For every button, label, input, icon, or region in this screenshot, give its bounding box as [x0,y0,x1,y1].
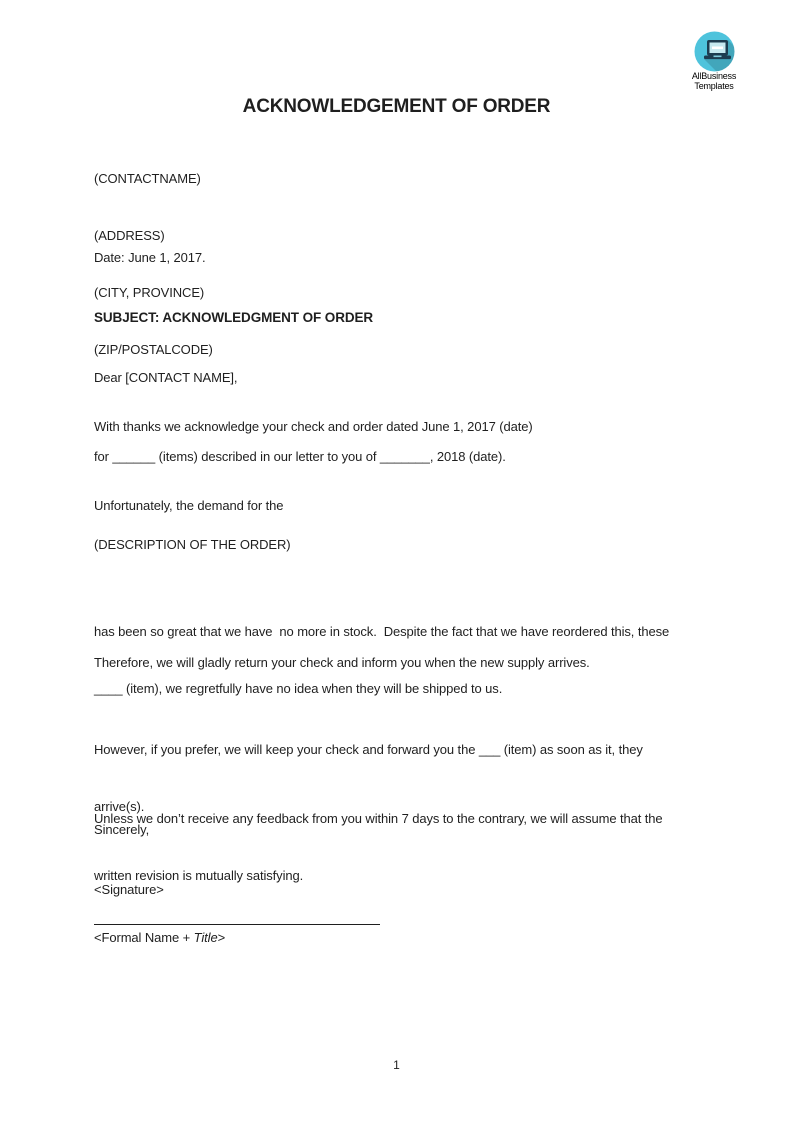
date-line: Date: June 1, 2017. [94,250,206,265]
paragraph-feedback [94,771,663,923]
formal-name-prefix: <Formal Name + [94,930,194,945]
paragraph-return-check: Therefore, we will gladly return your check and inform you when the new supply arrives. [94,655,590,670]
paragraph-out-of-stock-line2: ____ (item), we regretfully have no idea when they will be shipped to us. [94,681,503,696]
paragraph-keep-check-line2: arrive(s). [94,799,145,814]
paragraph-feedback-line2: written revision is mutually satisfying. [94,868,304,883]
recipient-zip-postalcode: (ZIP/POSTALCODE) [94,342,213,357]
signature-placeholder: <Signature> [94,882,164,897]
subject-line: SUBJECT: ACKNOWLEDGMENT OF ORDER [94,310,374,325]
signature-line [94,924,380,925]
recipient-contact-name: (CONTACTNAME) [94,171,201,186]
formal-name-suffix: > [217,930,226,945]
laptop-logo-icon [694,31,735,72]
logo [684,31,744,91]
page-number: 1 [393,1058,400,1072]
salutation: Dear [CONTACT NAME], [94,370,238,385]
logo-text-line1: AllBusiness [691,71,737,81]
recipient-address: (ADDRESS) [94,228,165,243]
paragraph-out-of-stock-line1: has been so great that we have no more in stock. Despite the fact that we have reordered this, these [94,624,670,639]
formal-name-title: Title [193,930,218,945]
paragraph-acknowledge-line1: With thanks we acknowledge your check and order dated June 1, 2017 (date) [94,419,533,434]
logo-text-line2: Templates [694,80,734,91]
paragraph-order-description: (DESCRIPTION OF THE ORDER) [94,537,291,552]
paragraph-demand: Unfortunately, the demand for the [94,498,284,513]
paragraph-acknowledge-line2: for ______ (items) described in our letter to you of _______, 2018 (date). [94,449,506,464]
closing-sincerely: Sincerely, [94,822,150,837]
document-title: ACKNOWLEDGEMENT OF ORDER [242,96,551,117]
paragraph-feedback-line1: Unless we don’t receive any feedback from you within 7 days to the contrary, we will assume that the [94,811,663,826]
paragraph-keep-check-line1: However, if you prefer, we will keep your check and forward you the ___ (item) as soon as it, they [94,742,643,757]
formal-name-line [94,928,225,947]
recipient-city-province: (CITY, PROVINCE) [94,285,205,300]
